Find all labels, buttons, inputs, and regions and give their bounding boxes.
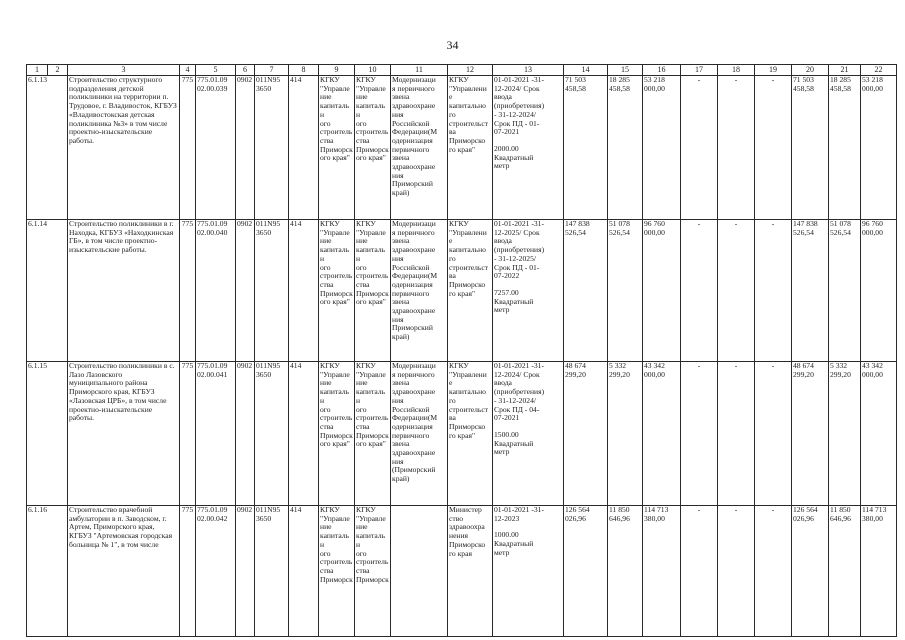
cell-line: - 31-12-2024/ xyxy=(494,395,536,405)
cell-line: Срок ПД - 04- xyxy=(494,404,540,414)
cell-line: "Управлени xyxy=(449,83,487,93)
column-number-header: 3 xyxy=(68,65,180,76)
cell-line: строительст xyxy=(449,118,489,128)
column-number-header: 6 xyxy=(236,65,255,76)
empty-funds-cell: - xyxy=(755,506,792,637)
cell-line: капитальн xyxy=(356,531,386,549)
cell-line: ния xyxy=(392,109,404,119)
empty-funds-cell: - xyxy=(755,76,792,220)
cell-line: "Управле xyxy=(320,513,350,523)
cell-line: ние xyxy=(320,378,332,388)
cell-line: го xyxy=(449,109,456,119)
column-number-header: 8 xyxy=(289,65,319,76)
target-article-cell: 011N95 3650 xyxy=(255,76,289,220)
cell-line: здравоохране xyxy=(392,245,436,255)
total-cost-plan-cell: 147 838 526,54 xyxy=(792,220,829,362)
cell-line: ства xyxy=(356,135,370,145)
cell-line: ва xyxy=(449,127,456,137)
cell-line: 12-2023 xyxy=(494,513,520,523)
expense-type-cell: 414 xyxy=(289,506,319,637)
code-cell: 775 xyxy=(180,362,196,506)
cell-line: первичного xyxy=(392,430,430,440)
cell-line: КГКУ xyxy=(356,361,376,370)
cell-line: капитальн xyxy=(320,101,350,119)
term-capacity-cell xyxy=(493,76,564,220)
cell-line: Квадратный xyxy=(494,296,534,306)
regional-plan-cell: 18 285 458,58 xyxy=(829,76,861,220)
cell-line: я первичного xyxy=(392,227,435,237)
cell-line: ого xyxy=(356,118,367,128)
column-number-header: 17 xyxy=(681,65,718,76)
cell-line: ния xyxy=(392,253,404,263)
column-number-header: 19 xyxy=(755,65,792,76)
column-number-header: 22 xyxy=(861,65,897,76)
cell-line: Срок ПД - 01- xyxy=(494,118,540,128)
section-code-cell: 0902 xyxy=(236,362,255,506)
cell-line: (приобретения) xyxy=(494,387,545,397)
cell-line: Квадратный xyxy=(494,539,534,549)
developer-cell xyxy=(355,362,391,506)
column-number-header: 4 xyxy=(180,65,196,76)
cell-line: капитальн xyxy=(320,245,350,263)
cell-line: ства xyxy=(356,279,370,289)
cell-line: КГКУ xyxy=(320,505,340,514)
cell-line: здравоохране xyxy=(392,162,436,172)
empty-funds-cell: - xyxy=(718,220,755,362)
empty-funds-cell: - xyxy=(718,362,755,506)
federal-plan-cell: 53 218 000,00 xyxy=(861,76,897,220)
cell-line: го xyxy=(449,395,456,405)
code-cell: 775 xyxy=(180,76,196,220)
cell-line: Приморск xyxy=(356,144,389,154)
cell-line: строитель xyxy=(320,413,353,423)
cell-line: ства xyxy=(320,421,334,431)
cell-line: край) xyxy=(392,332,410,342)
cell-line: е xyxy=(449,92,453,102)
cell-line: 12-2024/ Срок xyxy=(494,83,540,93)
cell-line: капитально xyxy=(449,245,486,255)
cell-line: Приморск xyxy=(320,574,353,584)
developer-cell xyxy=(355,76,391,220)
cell-line: край) xyxy=(392,474,410,484)
developer-cell xyxy=(355,220,391,362)
cell-line: ство xyxy=(449,513,464,523)
cell-line: ого края" xyxy=(356,439,386,449)
column-number-header: 1 xyxy=(27,65,48,76)
cell-line: строитель xyxy=(320,271,353,281)
column-number-header: 2 xyxy=(48,65,68,76)
cell-line: ства xyxy=(356,565,370,575)
cell-line: ние xyxy=(356,236,368,246)
cell-line: звена xyxy=(392,153,410,163)
cell-line: 12-2024/ Срок xyxy=(494,369,540,379)
cell-line: (Приморский xyxy=(392,465,436,475)
cell-line: - 31-12-2025/ xyxy=(494,253,536,263)
cell-line: ние xyxy=(320,522,332,532)
cell-line: Приморск xyxy=(320,288,353,298)
term-capacity-cell xyxy=(493,506,564,637)
cell-line: Квадратный xyxy=(494,438,534,448)
cell-line: го края" xyxy=(449,430,476,440)
column-number-header: 21 xyxy=(829,65,861,76)
empty-funds-cell: - xyxy=(755,362,792,506)
cell-line: ого xyxy=(320,118,331,128)
cell-line: КГКУ xyxy=(356,75,376,84)
cell-line: здравоохране xyxy=(392,306,436,316)
federal-plan-cell: 114 713 380,00 xyxy=(861,506,897,637)
cell-line: 01-01-2021 -31- xyxy=(494,505,544,514)
column-number-header: 15 xyxy=(608,65,643,76)
cell-line: "Управлени xyxy=(449,369,487,379)
cell-line: "Управлени xyxy=(449,227,487,237)
cell-line: КГКУ xyxy=(356,505,376,514)
cell-line: 1000.00 xyxy=(494,530,519,540)
cell-line: Приморско xyxy=(449,279,486,289)
cell-line: одернизация xyxy=(392,135,433,145)
cell-line: 12-2025/ Срок xyxy=(494,227,540,237)
cell-line: КГКУ xyxy=(320,361,340,370)
section-code-cell: 0902 xyxy=(236,76,255,220)
total-cost-cell: 126 564 026,96 xyxy=(564,506,608,637)
target-article-cell: 011N95 3650 xyxy=(255,506,289,637)
cell-line: (приобретения) xyxy=(494,101,545,111)
cell-line: 2000.00 xyxy=(494,143,519,153)
recipient-cell xyxy=(448,362,493,506)
cell-line: ого края" xyxy=(320,439,350,449)
total-cost-cell: 48 674 299,20 xyxy=(564,362,608,506)
cell-line: капитальн xyxy=(320,531,350,549)
program-cell xyxy=(391,506,448,637)
recipient-cell xyxy=(448,76,493,220)
cell-line: капитальн xyxy=(356,245,386,263)
table-row xyxy=(27,362,897,506)
table-row xyxy=(27,506,897,637)
cell-line: метр xyxy=(494,547,510,557)
customer-cell xyxy=(319,76,355,220)
cell-line: здравоохране xyxy=(392,101,436,111)
regional-plan-cell: 5 332 299,20 xyxy=(829,362,861,506)
cell-line: КГКУ xyxy=(449,75,469,84)
cell-line: Российской xyxy=(392,262,430,272)
empty-funds-cell: - xyxy=(718,76,755,220)
cell-line: 07-2021 xyxy=(494,413,520,423)
target-article-cell: 011N95 3650 xyxy=(255,362,289,506)
cell-line: Квадратный xyxy=(494,152,534,162)
cell-line: го края" xyxy=(449,288,476,298)
term-capacity-cell xyxy=(493,220,564,362)
cell-line: одернизация xyxy=(392,421,433,431)
cell-line: здравоохране xyxy=(392,387,436,397)
cell-line: строитель xyxy=(320,127,353,137)
cell-line: метр xyxy=(494,447,510,457)
object-code-cell: 775.01.09 02.00.040 xyxy=(196,220,236,362)
developer-cell xyxy=(355,506,391,637)
term-capacity-cell xyxy=(493,362,564,506)
cell-line: ого xyxy=(320,404,331,414)
table-row xyxy=(27,220,897,362)
cell-line: Приморск xyxy=(320,144,353,154)
recipient-cell xyxy=(448,220,493,362)
federal-plan-cell: 96 760 000,00 xyxy=(861,220,897,362)
cell-line: Приморск xyxy=(356,574,389,584)
total-cost-plan-cell: 71 503 458,58 xyxy=(792,76,829,220)
cell-line: 01-01-2021 -31- xyxy=(494,219,544,228)
cell-line: ния xyxy=(392,456,404,466)
row-number-cell: 6.1.13 xyxy=(27,76,68,220)
object-code-cell: 775.01.09 02.00.039 xyxy=(196,76,236,220)
cell-line: строитель xyxy=(356,127,389,137)
object-code-cell: 775.01.09 02.00.042 xyxy=(196,506,236,637)
column-number-header: 16 xyxy=(643,65,681,76)
cell-line: 01-01-2021 -31- xyxy=(494,75,544,84)
object-name-cell: Строительство структурного подразделения детской поликлиники на территории п. Трудовое, г. Владивосток, КГБУЗ «Владивостокская детская поликлиника №3» в том числе проектно-изыскательские работы. xyxy=(68,76,180,220)
cell-line: метр xyxy=(494,161,510,171)
empty-funds-cell: - xyxy=(681,506,718,637)
page-number: 34 xyxy=(446,38,459,52)
expense-type-cell: 414 xyxy=(289,76,319,220)
cell-line: го края" xyxy=(449,144,476,154)
cell-line: Приморско xyxy=(449,539,486,549)
program-cell xyxy=(391,362,448,506)
regional-funds-cell: 5 332 299,20 xyxy=(608,362,643,506)
cell-line: "Управле xyxy=(356,83,386,93)
cell-line: первичного xyxy=(392,288,430,298)
row-number-cell: 6.1.14 xyxy=(27,220,68,362)
federal-funds-cell: 114 713 380,00 xyxy=(643,506,681,637)
column-number-header: 18 xyxy=(718,65,755,76)
object-name-cell: Строительство врачебной амбулатории в п. Заводском, г. Артем, Приморского края, КГБУЗ "Артемовская городская больница № 1", в том числе xyxy=(68,506,180,637)
cell-line: ого xyxy=(320,262,331,272)
cell-line: Приморско xyxy=(449,421,486,431)
cell-line: 07-2022 xyxy=(494,271,520,281)
federal-funds-cell: 43 342 000,00 xyxy=(643,362,681,506)
cell-line: ния xyxy=(392,170,404,180)
cell-line: е xyxy=(449,236,453,246)
cell-line: е xyxy=(449,378,453,388)
cell-line: ние xyxy=(356,92,368,102)
cell-line: капитально xyxy=(449,387,486,397)
cell-line: Приморск xyxy=(356,288,389,298)
cell-line: (приобретения) xyxy=(494,245,545,255)
federal-funds-cell: 96 760 000,00 xyxy=(643,220,681,362)
cell-line: "Управле xyxy=(320,83,350,93)
recipient-cell xyxy=(448,506,493,637)
cell-line: ого xyxy=(356,404,367,414)
empty-funds-cell: - xyxy=(681,362,718,506)
total-cost-plan-cell: 48 674 299,20 xyxy=(792,362,829,506)
column-number-header: 12 xyxy=(448,65,493,76)
regional-funds-cell: 51 078 526,54 xyxy=(608,220,643,362)
column-number-header: 9 xyxy=(319,65,355,76)
cell-line: строитель xyxy=(320,557,353,567)
cell-line: Федерации(М xyxy=(392,413,438,423)
cell-line: Срок ПД - 01- xyxy=(494,262,540,272)
row-number-cell: 6.1.15 xyxy=(27,362,68,506)
cell-line: Модернизаци xyxy=(392,219,436,228)
cell-line: "Управле xyxy=(356,227,386,237)
expense-type-cell: 414 xyxy=(289,220,319,362)
column-number-header: 11 xyxy=(391,65,448,76)
cell-line: ние xyxy=(356,522,368,532)
section-code-cell: 0902 xyxy=(236,220,255,362)
cell-line: Федерации(М xyxy=(392,127,438,137)
cell-line: капитально xyxy=(449,101,486,111)
cell-line: одернизация xyxy=(392,279,433,289)
cell-line: звена xyxy=(392,92,410,102)
cell-line: ние xyxy=(320,92,332,102)
cell-line: Министер xyxy=(449,505,482,514)
customer-cell xyxy=(319,362,355,506)
cell-line: КГКУ xyxy=(320,219,340,228)
cell-line: ого xyxy=(320,548,331,558)
column-number-header: 10 xyxy=(355,65,391,76)
cell-line: здравоохране xyxy=(392,448,436,458)
empty-funds-cell: - xyxy=(755,220,792,362)
expense-type-cell: 414 xyxy=(289,362,319,506)
total-cost-cell: 147 838 526,54 xyxy=(564,220,608,362)
cell-line: звена xyxy=(392,378,410,388)
cell-line: Приморско xyxy=(449,135,486,145)
code-cell: 775 xyxy=(180,506,196,637)
cell-line: я первичного xyxy=(392,83,435,93)
cell-line: Российской xyxy=(392,118,430,128)
cell-line: ого края" xyxy=(320,153,350,163)
cell-line: метр xyxy=(494,305,510,315)
cell-line: ввода xyxy=(494,92,512,102)
cell-line: ние xyxy=(320,236,332,246)
cell-line: "Управле xyxy=(356,513,386,523)
cell-line: строительст xyxy=(449,262,489,272)
cell-line: 1500.00 xyxy=(494,429,519,439)
cell-line: 07-2021 xyxy=(494,127,520,137)
cell-line: ства xyxy=(356,421,370,431)
empty-funds-cell: - xyxy=(718,506,755,637)
cell-line: капитальн xyxy=(320,387,350,405)
column-number-header: 7 xyxy=(255,65,289,76)
cell-line: Приморский xyxy=(392,179,433,189)
regional-funds-cell: 18 285 458,58 xyxy=(608,76,643,220)
cell-line: край) xyxy=(392,188,410,198)
cell-line: ния xyxy=(392,314,404,324)
budget-table xyxy=(26,64,897,637)
object-name-cell: Строительство поликлиники в г. Находка, КГБУЗ «Находкинская ГБ», в том числе проектно-изыскательские работы. xyxy=(68,220,180,362)
cell-line: "Управле xyxy=(356,369,386,379)
cell-line: КГКУ xyxy=(449,219,469,228)
cell-line: звена xyxy=(392,236,410,246)
cell-line: ства xyxy=(320,279,334,289)
column-number-header: 20 xyxy=(792,65,829,76)
cell-line: строительст xyxy=(449,404,489,414)
cell-line: ого края" xyxy=(356,153,386,163)
section-code-cell: 0902 xyxy=(236,506,255,637)
cell-line: строитель xyxy=(356,271,389,281)
regional-funds-cell: 11 850 646,96 xyxy=(608,506,643,637)
code-cell: 775 xyxy=(180,220,196,362)
cell-line: ого края" xyxy=(320,297,350,307)
cell-line: капитальн xyxy=(356,387,386,405)
cell-line: 01-01-2021 -31- xyxy=(494,361,544,370)
cell-line: КГКУ xyxy=(356,219,376,228)
object-code-cell: 775.01.09 02.00.041 xyxy=(196,362,236,506)
column-number-header: 14 xyxy=(564,65,608,76)
cell-line: первичного xyxy=(392,144,430,154)
cell-line: звена xyxy=(392,439,410,449)
cell-line: ого края" xyxy=(356,297,386,307)
cell-line: ва xyxy=(449,271,456,281)
empty-funds-cell: - xyxy=(681,76,718,220)
federal-plan-cell: 43 342 000,00 xyxy=(861,362,897,506)
cell-line: ства xyxy=(320,565,334,575)
cell-line: я первичного xyxy=(392,369,435,379)
cell-line: здравоохра xyxy=(449,522,485,532)
regional-plan-cell: 51 078 526,54 xyxy=(829,220,861,362)
cell-line: ого xyxy=(356,262,367,272)
cell-line: Федерации(М xyxy=(392,271,438,281)
cell-line: КГКУ xyxy=(449,361,469,370)
cell-line: ния xyxy=(392,395,404,405)
customer-cell xyxy=(319,220,355,362)
cell-line: ства xyxy=(320,135,334,145)
cell-line: - 31-12-2024/ xyxy=(494,109,536,119)
cell-line: капитальн xyxy=(356,101,386,119)
cell-line: "Управле xyxy=(320,227,350,237)
cell-line: 7257.00 xyxy=(494,287,519,297)
cell-line: ние xyxy=(356,378,368,388)
cell-line: строитель xyxy=(356,413,389,423)
cell-line: ввода xyxy=(494,378,512,388)
cell-line: ого xyxy=(356,548,367,558)
cell-line: Приморский xyxy=(392,323,433,333)
customer-cell xyxy=(319,506,355,637)
cell-line: строитель xyxy=(356,557,389,567)
cell-line: нения xyxy=(449,531,469,541)
program-cell xyxy=(391,76,448,220)
cell-line: Приморск xyxy=(356,430,389,440)
row-number-cell: 6.1.16 xyxy=(27,506,68,637)
cell-line: Российской xyxy=(392,404,430,414)
column-number-header: 13 xyxy=(493,65,564,76)
target-article-cell: 011N95 3650 xyxy=(255,220,289,362)
cell-line: Модернизаци xyxy=(392,361,436,370)
total-cost-plan-cell: 126 564 026,96 xyxy=(792,506,829,637)
cell-line: Приморск xyxy=(320,430,353,440)
column-number-row xyxy=(27,65,897,76)
empty-funds-cell: - xyxy=(681,220,718,362)
table-row xyxy=(27,76,897,220)
cell-line: КГКУ xyxy=(320,75,340,84)
regional-plan-cell: 11 850 646,96 xyxy=(829,506,861,637)
cell-line: ва xyxy=(449,413,456,423)
program-cell xyxy=(391,220,448,362)
cell-line: ввода xyxy=(494,236,512,246)
total-cost-cell: 71 503 458,58 xyxy=(564,76,608,220)
object-name-cell: Строительство поликлиники в с. Лазо Лазовского муниципального района Приморского края, КГБУЗ «Лазовская ЦРБ», в том числе проектно-изыскательские работы. xyxy=(68,362,180,506)
column-number-header: 5 xyxy=(196,65,236,76)
cell-line: го xyxy=(449,253,456,263)
cell-line: го края xyxy=(449,548,472,558)
cell-line: Модернизаци xyxy=(392,75,436,84)
cell-line: звена xyxy=(392,297,410,307)
federal-funds-cell: 53 218 000,00 xyxy=(643,76,681,220)
cell-line: "Управле xyxy=(320,369,350,379)
